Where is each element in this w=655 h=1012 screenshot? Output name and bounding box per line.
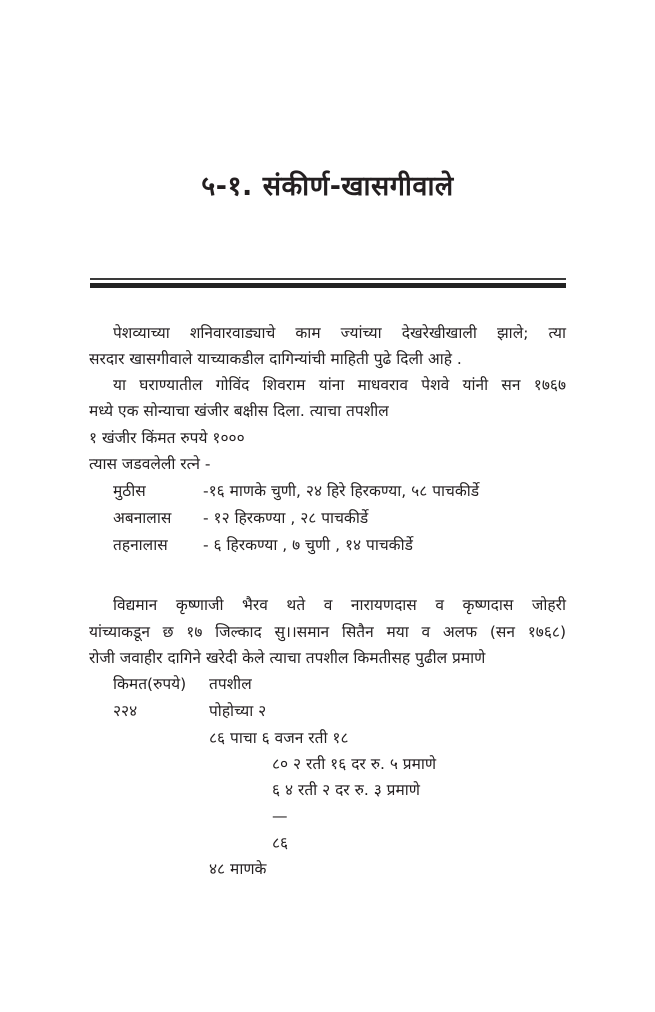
paragraph-3-line-1: विद्यमान कृष्णाजी भैरव थते व नारायणदास व कृष्णदास जोहरी [113, 596, 566, 614]
row-detail: पोहोच्या २ [209, 702, 267, 720]
paragraph-3-line-3: रोजी जवाहीर दागिने खरेदी केले त्याचा तपशील किमतीसह पुढील प्रमाणे [89, 649, 486, 667]
sum-dash: — [272, 807, 288, 825]
row-detail: ६ ४ रती २ दर रु. ३ प्रमाणे [272, 781, 420, 799]
gem-row [113, 508, 368, 528]
gem-detail: - १२ हिरकण्या , २८ पाचकीर्डे [203, 509, 369, 527]
gem-part: तहनालास [113, 536, 168, 554]
gem-detail: -१६ माणके चुणी, २४ हिरे हिरकण्या, ५८ पाचकीर्डे [203, 482, 480, 500]
row-detail: ८६ पाचा ६ वजन रती १८ [209, 729, 349, 747]
table-header-price: किमत(रुपये) [113, 675, 187, 693]
gem-part: अबनालास [113, 509, 172, 527]
sum-total: ८६ [272, 834, 289, 852]
paragraph-1-line-1: पेशव्याच्या शनिवारवाड्याचे काम ज्यांच्या देखरेखीखाली झाले; त्या [113, 324, 566, 342]
row-detail: ४८ माणके [209, 860, 267, 878]
gem-row [113, 481, 479, 501]
paragraph-2-line-2: मध्ये एक सोन्याचा खंजीर बक्षीस दिला. त्याचा तपशील [89, 402, 389, 420]
paragraph-2-line-3: १ खंजीर किंमत रुपये १००० [89, 429, 245, 447]
gem-detail: - ६ हिरकण्या , ७ चुणी , १४ पाचकीर्डे [203, 536, 413, 554]
row-price: २२४ [113, 702, 138, 720]
gem-row [113, 535, 413, 555]
row-detail: ८० २ रती १६ दर रु. ५ प्रमाणे [272, 755, 437, 773]
table-header-detail: तपशील [209, 675, 252, 693]
chapter-title: ५-१. संकीर्ण-खासगीवाले [201, 171, 454, 202]
gem-part: मुठीस [113, 482, 146, 500]
paragraph-1-line-2: सरदार खासगीवाले याच्याकडील दागिन्यांची माहिती पुढे दिली आहे . [89, 350, 462, 368]
title-rule-thick [90, 283, 566, 288]
paragraph-3-line-2: यांच्याकडून छ १७ जिल्काद सु।।समान सितैन मया व अलफ (सन १७६८) [89, 623, 566, 641]
title-rule-thin [90, 278, 566, 280]
paragraph-2-line-1: या घराण्यातील गोविंद शिवराम यांना माधवराव पेशवे यांनी सन १७६७ [113, 376, 566, 394]
paragraph-2-line-4: त्यास जडवलेली रत्ने - [89, 455, 211, 473]
